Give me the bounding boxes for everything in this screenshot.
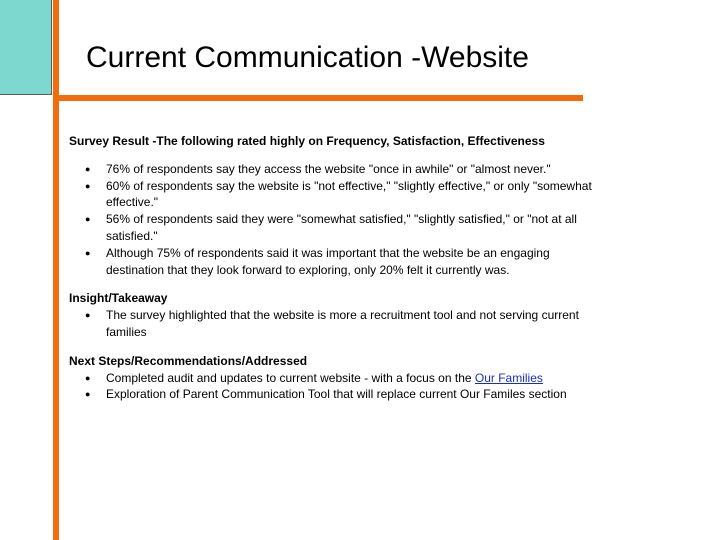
survey-bullet-text: 60% of respondents say the website is "not effective," "slightly effective," or only "somewhat effective." bbox=[106, 178, 592, 210]
survey-bullet-text: 76% of respondents say they access the website "once in awhile" or "almost never." bbox=[106, 161, 551, 176]
slide-content bbox=[69, 133, 609, 403]
next-steps-bullet-text: Completed audit and updates to current website - with a focus on the bbox=[106, 370, 475, 385]
survey-bullet-text: Although 75% of respondents said it was important that the website be an engaging destination that they look forward to exploring, only 20% felt it currently was. bbox=[106, 245, 550, 277]
list-item bbox=[69, 178, 609, 212]
bullet-icon: ● bbox=[85, 372, 91, 383]
survey-heading: Survey Result -The following rated highly on Frequency, Satisfaction, Effectiveness bbox=[69, 134, 545, 148]
survey-bullet-text: 56% of respondents said they were "somewhat satisfied," "slightly satisfied," or "not at all satisfied." bbox=[106, 212, 577, 243]
our-families-link[interactable]: Our Families bbox=[474, 370, 543, 385]
list-item bbox=[69, 370, 609, 387]
bullet-icon: ● bbox=[85, 389, 91, 400]
insight-bullet-list bbox=[69, 307, 609, 341]
next-steps-bullet-text: Exploration of Parent Communication Tool that will replace current Our Familes section bbox=[106, 387, 567, 402]
vertical-accent-bar bbox=[53, 0, 59, 540]
decorative-teal-block bbox=[0, 0, 52, 95]
list-item bbox=[69, 161, 609, 178]
insight-bullet-text: The survey highlighted that the website is more a recruitment tool and not serving current families bbox=[106, 308, 579, 339]
list-item bbox=[69, 307, 609, 341]
slide-title: Current Communication -Website bbox=[86, 41, 529, 74]
bullet-icon: ● bbox=[85, 180, 91, 191]
list-item bbox=[69, 211, 609, 245]
survey-bullet-list bbox=[69, 161, 609, 279]
list-item bbox=[69, 386, 609, 403]
bullet-icon: ● bbox=[85, 163, 91, 174]
bullet-icon: ● bbox=[85, 247, 91, 258]
bullet-icon: ● bbox=[85, 310, 91, 321]
horizontal-accent-bar bbox=[53, 95, 583, 101]
next-steps-heading: Next Steps/Recommendations/Addressed bbox=[69, 353, 308, 368]
bullet-icon: ● bbox=[85, 214, 91, 225]
list-item bbox=[69, 245, 609, 279]
next-steps-bullet-list bbox=[69, 370, 609, 404]
insight-heading: Insight/Takeaway bbox=[69, 291, 168, 306]
